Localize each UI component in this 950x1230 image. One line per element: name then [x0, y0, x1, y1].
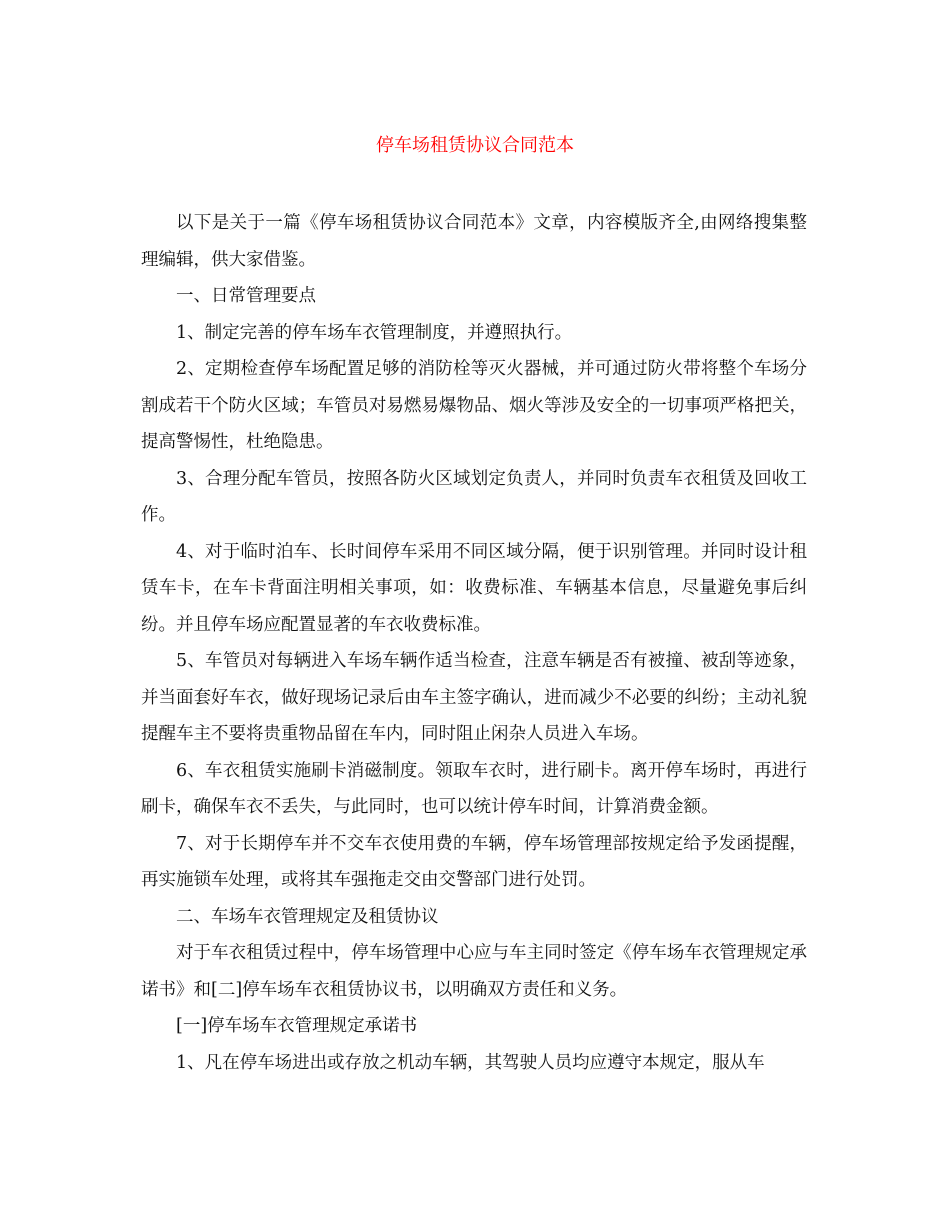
list-item: 2、定期检查停车场配置足够的消防栓等灭火器械，并可通过防火带将整个车场分割成若干个防火区域；车管员对易燃易爆物品、烟火等涉及安全的一切事项严格把关，提高警惕性，杜绝隐患。 [141, 359, 807, 452]
list-item: 6、车衣租赁实施刷卡消磁制度。领取车衣时，进行刷卡。离开停车场时，再进行刷卡，确保车衣不丢失，与此同时，也可以统计停车时间，计算消费金额。 [141, 760, 807, 817]
list-item: 3、合理分配车管员，按照各防火区域划定负责人，并同时负责车衣租赁及回收工作。 [141, 468, 807, 525]
body-paragraph: 对于车衣租赁过程中，停车场管理中心应与车主同时签定《停车场车衣管理规定承诺书》和[二]停车场车衣租赁协议书，以明确双方责任和义务。 [141, 943, 807, 1000]
list-item: 4、对于临时泊车、长时间停车采用不同区域分隔，便于识别管理。并同时设计租赁车卡，在车卡背面注明相关事项，如：收费标准、车辆基本信息，尽量避免事后纠纷。并且停车场应配置显著的车衣收费标准。 [141, 541, 807, 635]
intro-paragraph: 以下是关于一篇《停车场租赁协议合同范本》文章，内容模版齐全,由网络搜集整理编辑，供大家借鉴。 [141, 213, 807, 270]
document-title: 停车场租赁协议合同范本 [376, 135, 574, 156]
list-item: 1、制定完善的停车场车衣管理制度，并遵照执行。 [176, 322, 573, 343]
subsection-heading-commitment: [一]停车场车衣管理规定承诺书 [176, 1016, 418, 1036]
list-item: 7、对于长期停车并不交车衣使用费的车辆，停车场管理部按规定给予发函提醒，再实施锁车处理，或将其车强拖走交由交警部门进行处罚。 [141, 833, 807, 890]
list-item: 1、凡在停车场进出或存放之机动车辆，其驾驶人员均应遵守本规定，服从车 [176, 1052, 765, 1073]
section-heading-regulations: 二、车场车衣管理规定及租赁协议 [176, 906, 439, 927]
document-body [141, 205, 807, 1081]
list-item: 5、车管员对每辆进入车场车辆作适当检查，注意车辆是否有被撞、被刮等迹象，并当面套好车衣，做好现场记录后由车主签字确认，进而减少不必要的纠纷；主动礼貌提醒车主不要将贵重物品留在车内，同时阻止闲杂人员进入车场。 [141, 651, 807, 744]
section-heading-daily-management: 一、日常管理要点 [176, 286, 316, 306]
